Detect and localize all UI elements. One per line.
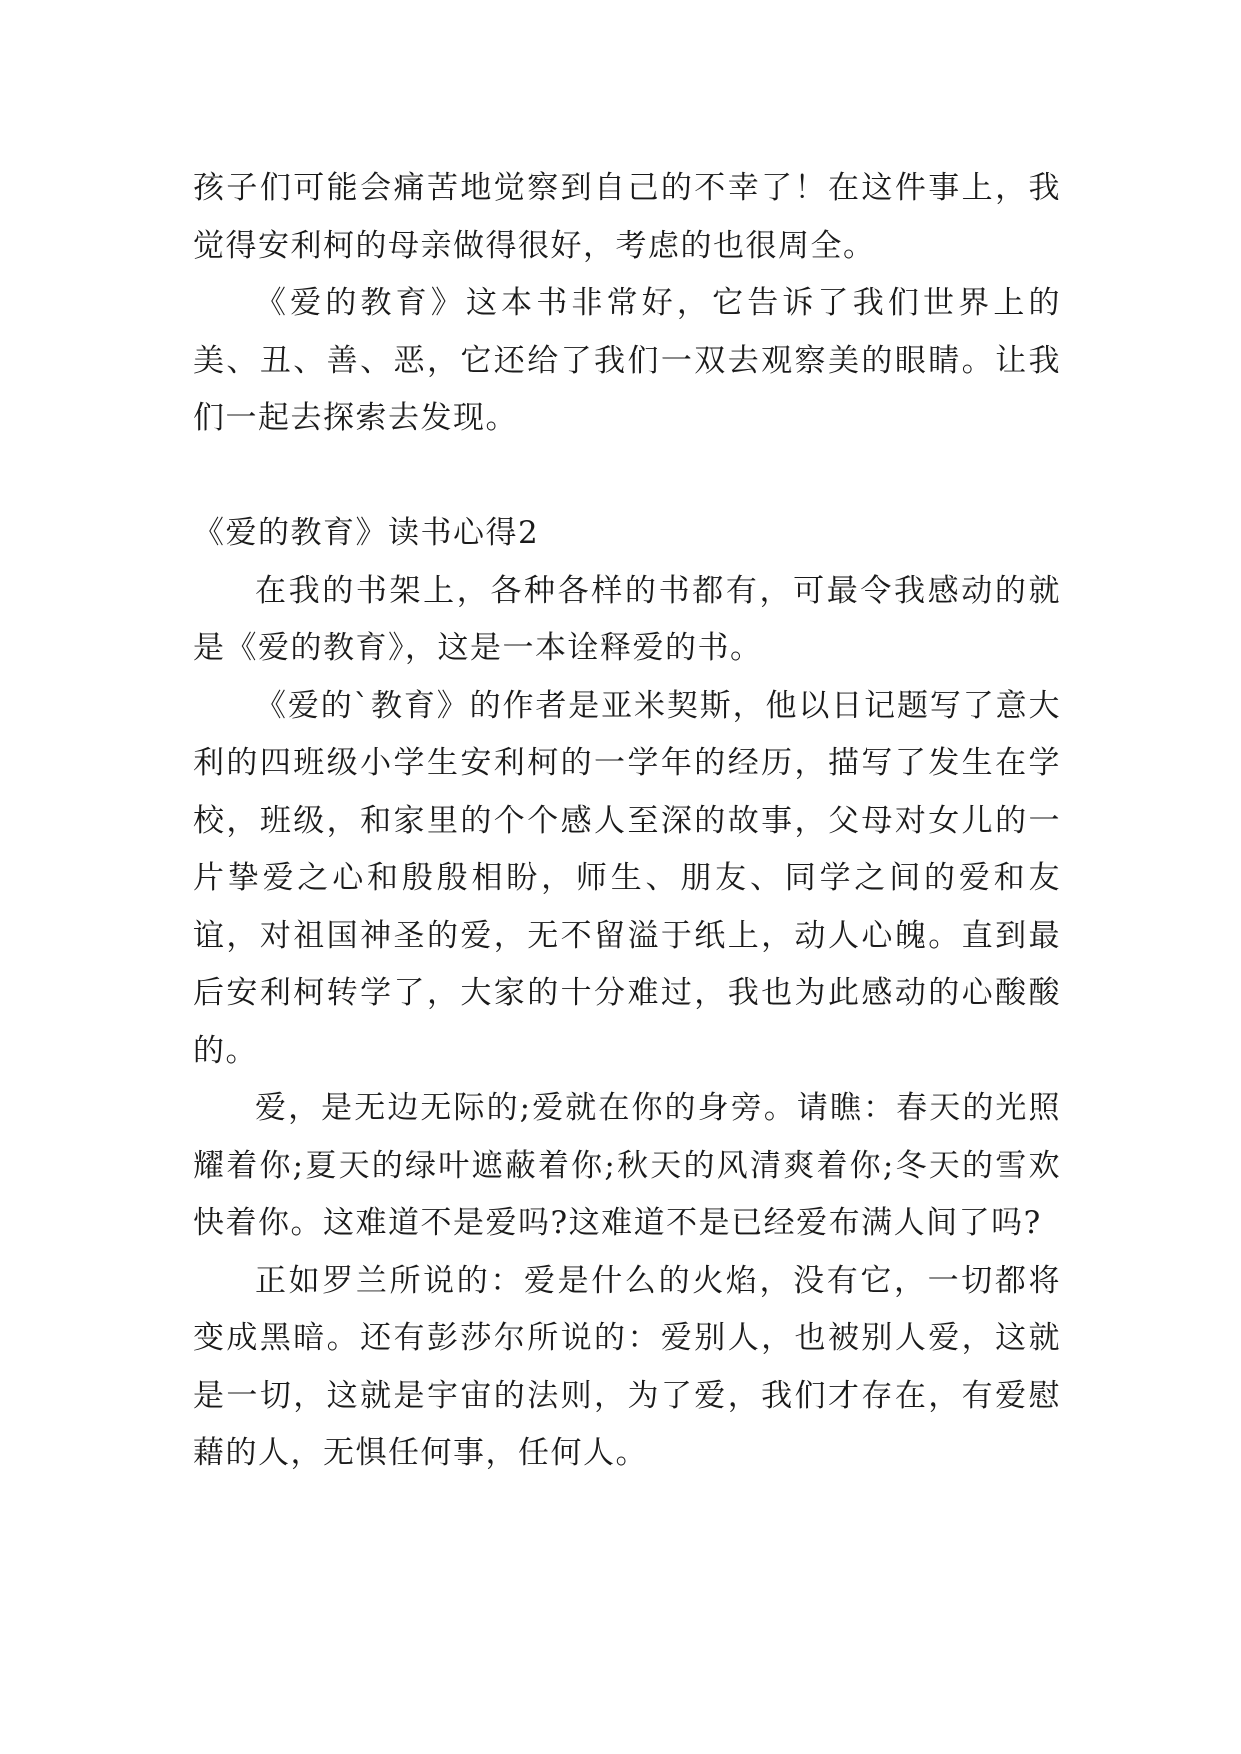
- paragraph: 爱，是无边无际的;爱就在你的身旁。请瞧：春天的光照耀着你;夏天的绿叶遮蔽着你;秋天的风清爽着你;冬天的雪欢快着你。这难道不是爱吗?这难道不是已经爱布满人间了吗?: [193, 1090, 1061, 1241]
- document-body: [193, 160, 1061, 1483]
- paragraph: 《爱的教育》这本书非常好，它告诉了我们世界上的美、丑、善、恶，它还给了我们一双去观察美的眼睛。让我们一起去探索去发现。: [193, 285, 1061, 436]
- section-heading: 《爱的教育》读书心得2: [193, 515, 540, 551]
- paragraph-continued: 孩子们可能会痛苦地觉察到自己的不幸了！在这件事上，我觉得安利柯的母亲做得很好，考虑的也很周全。: [193, 170, 1061, 264]
- paragraph: 《爱的`教育》的作者是亚米契斯，他以日记题写了意大利的四班级小学生安利柯的一学年的经历，描写了发生在学校，班级，和家里的个个感人至深的故事，父母对女儿的一片挚爱之心和殷殷相盼，师生、朋友、同学之间的爱和友谊，对祖国神圣的爱，无不留溢于纸上，动人心魄。直到最后安利柯转学了，大家的十分难过，我也为此感动的心酸酸的。: [193, 687, 1061, 1069]
- paragraph: 在我的书架上，各种各样的书都有，可最令我感动的就是《爱的教育》，这是一本诠释爱的书。: [193, 572, 1061, 666]
- paragraph: 正如罗兰所说的：爱是什么的火焰，没有它，一切都将变成黑暗。还有彭莎尔所说的：爱别人，也被别人爱，这就是一切，这就是宇宙的法则，为了爱，我们才存在，有爱慰藉的人，无惧任何事，任何人。: [193, 1262, 1061, 1471]
